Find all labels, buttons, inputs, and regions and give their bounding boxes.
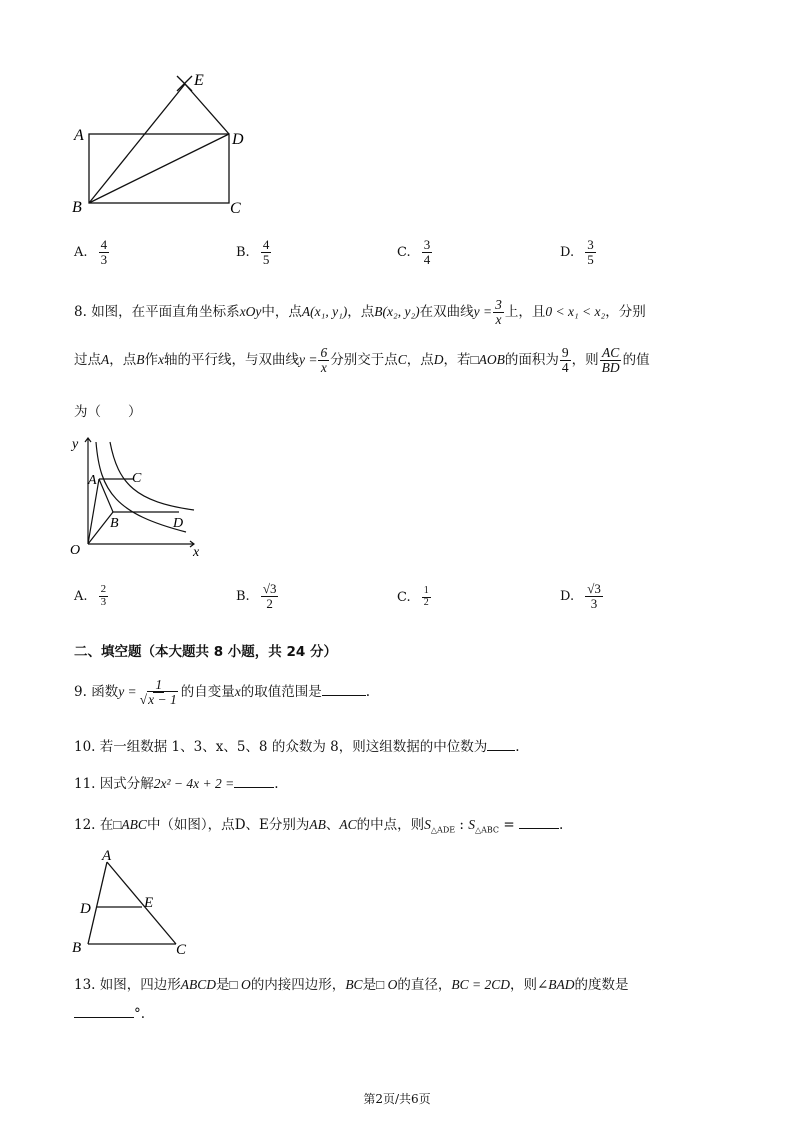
q7-option-c[interactable]: C. $\frac{3}{4}$ (397, 237, 431, 267)
q13-line-1: 13. 如图，四边形ABCD是□ O的内接四边形，BC是□ O的直径，BC = 2CD，则∠BAD的度数是 (74, 977, 629, 993)
curve-y6x (110, 442, 194, 510)
q8-option-d[interactable]: D. $\frac{√3}{3}$ (560, 581, 601, 611)
figure-triangle-abc (66, 846, 196, 958)
label-a: A (74, 127, 84, 144)
q8-line-2: 过点A，点B作x轴的平行线，与双曲线y = $\frac{6}{x}$ 分别交于点C，点D，若□AOB的面积为 $\frac{9}{4}$ ，则 $\frac{AC}{BD}$ 的值 (74, 345, 650, 376)
label-e: E (194, 72, 204, 89)
label-d: D (173, 516, 184, 531)
label-o: O (70, 543, 81, 558)
q8-option-b[interactable]: B. $\frac{√3}{2}$ (236, 581, 277, 611)
label-d: D (232, 131, 244, 148)
q9: 9. 函数y = $\frac{1}{√x - 1}$ 的自变量x的取值范围是 . (74, 677, 370, 708)
label-b: B (110, 516, 119, 531)
side-ab (88, 862, 107, 944)
q7-option-a[interactable]: A. $\frac{4}{3}$ (74, 237, 108, 267)
q13-line-2: °. (74, 1006, 145, 1022)
label-b: B (72, 199, 82, 216)
q10: 10. 若一组数据 1、3、x、5、8 的众数为 8，则这组数据的中位数为 . (74, 739, 520, 755)
q13-answer-blank[interactable] (74, 1017, 134, 1018)
q12-answer-blank[interactable] (519, 828, 559, 829)
q8-line-3: 为（ ） (74, 404, 142, 420)
label-a: A (102, 848, 112, 864)
q7-option-b[interactable]: B. $\frac{4}{5}$ (236, 237, 270, 267)
side-ac (107, 862, 176, 944)
segment-ed (185, 84, 229, 134)
q8-option-c[interactable]: C. $\frac{1}{2}$ (397, 585, 429, 608)
segment-be (89, 84, 185, 203)
q11-answer-blank[interactable] (234, 787, 274, 788)
segment-oa (88, 479, 99, 544)
q10-answer-blank[interactable] (487, 750, 515, 751)
label-x: x (193, 545, 200, 560)
q9-answer-blank[interactable] (322, 695, 366, 696)
label-c: C (176, 942, 187, 958)
label-a: A (88, 473, 97, 488)
label-c: C (132, 471, 142, 486)
figure-rectangle-abcd (60, 62, 280, 222)
label-e: E (144, 895, 154, 911)
page-footer: 第2页/共6页 (363, 1092, 431, 1106)
label-b: B (72, 940, 82, 956)
figure-hyperbola (66, 432, 216, 560)
section-heading: 二、填空题（本大题共 8 小题，共 24 分） (74, 644, 337, 660)
label-d: D (80, 901, 91, 917)
segment-bd (89, 134, 229, 203)
q8-option-a[interactable]: A. $\frac{2}{3}$ (74, 583, 107, 608)
label-y: y (72, 437, 79, 452)
q12: 12. 在□ABC中（如图），点D、E分别为AB、AC的中点，则$S_{\triangle ADE}$ : $S_{\triangle ABC}$ = . (74, 817, 564, 835)
q8-line-1: 8. 如图，在平面直角坐标系xOy中，点A(x₁, y₁)，点B(x₂, y₂)在双曲线y = $\frac{3}{x}$ 上，且0 < x₁ < x₂，分别 (74, 297, 646, 328)
q11: 11. 因式分解2x² − 4x + 2 = . (74, 776, 279, 792)
q7-option-d[interactable]: D. $\frac{3}{5}$ (560, 237, 594, 267)
label-c: C (230, 200, 241, 217)
